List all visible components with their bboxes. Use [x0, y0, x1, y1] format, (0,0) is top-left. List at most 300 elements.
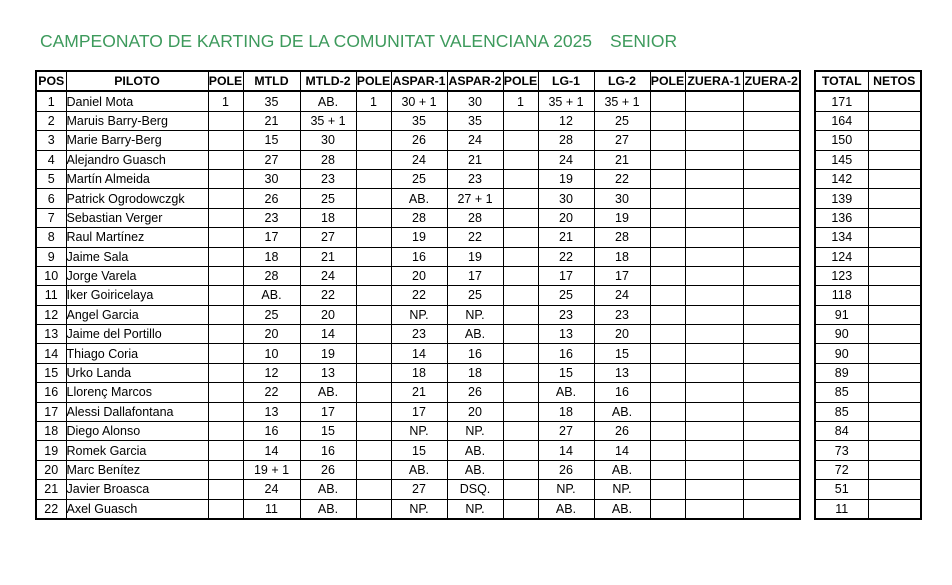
piloto-cell: Javier Broasca	[66, 480, 208, 499]
lg-2-cell: 20	[594, 325, 650, 344]
pole-cell	[208, 363, 243, 382]
championship-title: CAMPEONATO DE KARTING DE LA COMUNITAT VALENCIANA 2025	[40, 31, 593, 51]
piloto-cell: Patrick Ogrodowczgk	[66, 189, 208, 208]
mtld-2-cell: 16	[300, 441, 356, 460]
totals-row	[815, 286, 921, 305]
standings-table	[35, 70, 801, 520]
lg-2-cell: AB.	[594, 499, 650, 519]
mtld-cell: 26	[243, 189, 300, 208]
pos-cell: 17	[36, 402, 66, 421]
piloto-cell: Llorenç Marcos	[66, 383, 208, 402]
pos-cell: 19	[36, 441, 66, 460]
totals-row	[815, 480, 921, 499]
zuera-2-cell	[743, 189, 800, 208]
pole-cell	[503, 441, 538, 460]
piloto-cell: Raul Martínez	[66, 228, 208, 247]
netos-cell	[868, 208, 921, 227]
lg-1-cell: 20	[538, 208, 594, 227]
netos-cell	[868, 189, 921, 208]
pole-cell	[650, 422, 685, 441]
pole-cell	[356, 111, 391, 130]
lg-1-cell: NP.	[538, 480, 594, 499]
pole-cell	[503, 499, 538, 519]
zuera-1-cell	[685, 91, 743, 111]
pole-cell	[356, 228, 391, 247]
table-row	[36, 150, 800, 169]
netos-cell	[868, 111, 921, 130]
zuera-2-cell	[743, 91, 800, 111]
lg-2-cell: AB.	[594, 402, 650, 421]
mtld-cell: 14	[243, 441, 300, 460]
mtld-2-cell: 19	[300, 344, 356, 363]
pole-cell	[503, 131, 538, 150]
pole-cell	[356, 266, 391, 285]
aspar-1-cell: NP.	[391, 499, 447, 519]
pos-cell: 11	[36, 286, 66, 305]
total-cell: 136	[815, 208, 868, 227]
mtld-cell: 28	[243, 266, 300, 285]
aspar-2-cell: 16	[447, 344, 503, 363]
aspar-2-cell: NP.	[447, 422, 503, 441]
pos-cell: 18	[36, 422, 66, 441]
table-row	[36, 402, 800, 421]
pole-cell	[356, 480, 391, 499]
netos-cell	[868, 441, 921, 460]
pos-cell: 9	[36, 247, 66, 266]
pole-cell	[503, 189, 538, 208]
lg-1-cell: 15	[538, 363, 594, 382]
pole-cell	[356, 131, 391, 150]
pos-cell: 7	[36, 208, 66, 227]
aspar-2-cell: AB.	[447, 441, 503, 460]
pole-cell	[503, 344, 538, 363]
pole-cell	[650, 441, 685, 460]
zuera-1-cell	[685, 228, 743, 247]
aspar-2-cell: 30	[447, 91, 503, 111]
aspar-2-cell: 22	[447, 228, 503, 247]
pole-cell	[503, 228, 538, 247]
pos-cell: 21	[36, 480, 66, 499]
total-cell: 72	[815, 460, 868, 479]
netos-cell	[868, 363, 921, 382]
totals-row	[815, 169, 921, 188]
total-cell: 142	[815, 169, 868, 188]
pos-cell: 14	[36, 344, 66, 363]
table-row	[36, 131, 800, 150]
netos-cell	[868, 305, 921, 324]
pole-cell	[208, 266, 243, 285]
total-cell: 85	[815, 383, 868, 402]
mtld-2-cell: AB.	[300, 383, 356, 402]
pole-cell	[650, 363, 685, 382]
pos-cell: 3	[36, 131, 66, 150]
mtld-cell: 30	[243, 169, 300, 188]
mtld-cell: 15	[243, 131, 300, 150]
aspar-1-cell: 30 + 1	[391, 91, 447, 111]
netos-cell	[868, 247, 921, 266]
aspar-1-cell: 27	[391, 480, 447, 499]
aspar-2-cell: 20	[447, 402, 503, 421]
pole-cell	[503, 150, 538, 169]
lg-2-cell: 28	[594, 228, 650, 247]
zuera-1-cell	[685, 305, 743, 324]
total-cell: 123	[815, 266, 868, 285]
netos-cell	[868, 91, 921, 111]
zuera-1-cell	[685, 189, 743, 208]
aspar-2-cell: 26	[447, 383, 503, 402]
pole-cell	[503, 383, 538, 402]
aspar-2-cell: 24	[447, 131, 503, 150]
totals-header-row	[815, 71, 921, 91]
page-title	[40, 31, 677, 52]
netos-cell	[868, 286, 921, 305]
zuera-1-cell	[685, 266, 743, 285]
pos-cell: 10	[36, 266, 66, 285]
table-row	[36, 189, 800, 208]
aspar-2-cell: 25	[447, 286, 503, 305]
zuera-2-cell	[743, 325, 800, 344]
totals-row	[815, 363, 921, 382]
mtld-cell: 24	[243, 480, 300, 499]
pole-cell	[650, 228, 685, 247]
aspar-2-cell: 21	[447, 150, 503, 169]
piloto-cell: Thiago Coria	[66, 344, 208, 363]
pole-cell	[356, 383, 391, 402]
mtld-cell: 35	[243, 91, 300, 111]
table-row	[36, 325, 800, 344]
lg-2-cell: 19	[594, 208, 650, 227]
header-mtld-2: MTLD-2	[300, 71, 356, 91]
pole-cell	[356, 208, 391, 227]
lg-2-cell: 21	[594, 150, 650, 169]
netos-cell	[868, 266, 921, 285]
mtld-2-cell: 25	[300, 189, 356, 208]
pole-cell: 1	[208, 91, 243, 111]
zuera-2-cell	[743, 247, 800, 266]
mtld-2-cell: AB.	[300, 91, 356, 111]
aspar-1-cell: 17	[391, 402, 447, 421]
table-row	[36, 344, 800, 363]
zuera-1-cell	[685, 460, 743, 479]
pos-cell: 12	[36, 305, 66, 324]
lg-2-cell: 18	[594, 247, 650, 266]
pole-cell	[208, 402, 243, 421]
pole-cell	[356, 247, 391, 266]
zuera-2-cell	[743, 344, 800, 363]
mtld-cell: 21	[243, 111, 300, 130]
lg-2-cell: 15	[594, 344, 650, 363]
totals-row	[815, 499, 921, 519]
total-cell: 11	[815, 499, 868, 519]
piloto-cell: Urko Landa	[66, 363, 208, 382]
aspar-1-cell: 15	[391, 441, 447, 460]
aspar-1-cell: 26	[391, 131, 447, 150]
piloto-cell: Romek Garcia	[66, 441, 208, 460]
netos-cell	[868, 460, 921, 479]
pole-cell	[208, 460, 243, 479]
aspar-2-cell: DSQ.	[447, 480, 503, 499]
pole-cell	[356, 460, 391, 479]
mtld-2-cell: 14	[300, 325, 356, 344]
pole-cell	[356, 286, 391, 305]
pole-cell	[356, 305, 391, 324]
pole-cell	[650, 150, 685, 169]
pole-cell	[503, 266, 538, 285]
header-lg-2: LG-2	[594, 71, 650, 91]
aspar-1-cell: NP.	[391, 422, 447, 441]
zuera-1-cell	[685, 422, 743, 441]
mtld-2-cell: 35 + 1	[300, 111, 356, 130]
zuera-2-cell	[743, 383, 800, 402]
piloto-cell: Maruis Barry-Berg	[66, 111, 208, 130]
pole-cell	[356, 169, 391, 188]
lg-1-cell: 28	[538, 131, 594, 150]
zuera-2-cell	[743, 402, 800, 421]
lg-2-cell: 30	[594, 189, 650, 208]
total-cell: 89	[815, 363, 868, 382]
totals-row	[815, 189, 921, 208]
pole-cell	[503, 363, 538, 382]
piloto-cell: Jaime del Portillo	[66, 325, 208, 344]
header-pos: POS	[36, 71, 66, 91]
aspar-2-cell: 23	[447, 169, 503, 188]
pos-cell: 1	[36, 91, 66, 111]
lg-1-cell: 26	[538, 460, 594, 479]
netos-cell	[868, 325, 921, 344]
header-pole-1: POLE	[208, 71, 243, 91]
lg-2-cell: AB.	[594, 460, 650, 479]
mtld-2-cell: 27	[300, 228, 356, 247]
pos-cell: 4	[36, 150, 66, 169]
lg-2-cell: NP.	[594, 480, 650, 499]
lg-1-cell: AB.	[538, 383, 594, 402]
piloto-cell: Axel Guasch	[66, 499, 208, 519]
totals-row	[815, 228, 921, 247]
pole-cell	[208, 208, 243, 227]
pole-cell	[650, 305, 685, 324]
header-mtld: MTLD	[243, 71, 300, 91]
mtld-2-cell: AB.	[300, 499, 356, 519]
netos-cell	[868, 383, 921, 402]
zuera-2-cell	[743, 363, 800, 382]
pole-cell	[356, 402, 391, 421]
pole-cell	[356, 441, 391, 460]
lg-1-cell: 18	[538, 402, 594, 421]
pole-cell	[503, 169, 538, 188]
category-label: SENIOR	[610, 31, 678, 51]
totals-row	[815, 247, 921, 266]
zuera-2-cell	[743, 150, 800, 169]
netos-cell	[868, 169, 921, 188]
header-zuera-2: ZUERA-2	[743, 71, 800, 91]
zuera-2-cell	[743, 460, 800, 479]
pole-cell	[650, 169, 685, 188]
aspar-2-cell: 28	[447, 208, 503, 227]
mtld-cell: 25	[243, 305, 300, 324]
lg-1-cell: 35 + 1	[538, 91, 594, 111]
mtld-2-cell: 13	[300, 363, 356, 382]
total-cell: 73	[815, 441, 868, 460]
pole-cell	[208, 169, 243, 188]
pole-cell	[208, 247, 243, 266]
total-cell: 164	[815, 111, 868, 130]
mtld-cell: 19 + 1	[243, 460, 300, 479]
total-cell: 171	[815, 91, 868, 111]
pole-cell	[208, 499, 243, 519]
mtld-cell: 12	[243, 363, 300, 382]
mtld-cell: AB.	[243, 286, 300, 305]
zuera-1-cell	[685, 325, 743, 344]
mtld-2-cell: 24	[300, 266, 356, 285]
totals-row	[815, 150, 921, 169]
aspar-1-cell: 24	[391, 150, 447, 169]
total-cell: 85	[815, 402, 868, 421]
piloto-cell: Iker Goiricelaya	[66, 286, 208, 305]
aspar-1-cell: 16	[391, 247, 447, 266]
mtld-cell: 20	[243, 325, 300, 344]
pole-cell	[503, 286, 538, 305]
table-row	[36, 499, 800, 519]
totals-row	[815, 208, 921, 227]
pos-cell: 5	[36, 169, 66, 188]
totals-row	[815, 266, 921, 285]
table-row	[36, 460, 800, 479]
table-row	[36, 111, 800, 130]
lg-1-cell: 24	[538, 150, 594, 169]
mtld-cell: 23	[243, 208, 300, 227]
totals-row	[815, 325, 921, 344]
header-zuera-1: ZUERA-1	[685, 71, 743, 91]
lg-1-cell: 21	[538, 228, 594, 247]
totals-row	[815, 111, 921, 130]
pos-cell: 20	[36, 460, 66, 479]
pos-cell: 15	[36, 363, 66, 382]
pos-cell: 22	[36, 499, 66, 519]
piloto-cell: Angel Garcia	[66, 305, 208, 324]
mtld-cell: 11	[243, 499, 300, 519]
table-row	[36, 305, 800, 324]
mtld-2-cell: 20	[300, 305, 356, 324]
aspar-2-cell: 27 + 1	[447, 189, 503, 208]
zuera-2-cell	[743, 131, 800, 150]
header-pole-2: POLE	[356, 71, 391, 91]
aspar-2-cell: 17	[447, 266, 503, 285]
pole-cell	[208, 150, 243, 169]
pole-cell	[650, 344, 685, 363]
zuera-1-cell	[685, 150, 743, 169]
total-cell: 139	[815, 189, 868, 208]
aspar-2-cell: 35	[447, 111, 503, 130]
mtld-2-cell: 30	[300, 131, 356, 150]
standings-header-row	[36, 71, 800, 91]
totals-row	[815, 131, 921, 150]
netos-cell	[868, 131, 921, 150]
pos-cell: 8	[36, 228, 66, 247]
zuera-2-cell	[743, 228, 800, 247]
zuera-2-cell	[743, 480, 800, 499]
table-row	[36, 422, 800, 441]
pole-cell	[503, 325, 538, 344]
total-cell: 51	[815, 480, 868, 499]
pos-cell: 13	[36, 325, 66, 344]
piloto-cell: Sebastian Verger	[66, 208, 208, 227]
lg-1-cell: 13	[538, 325, 594, 344]
zuera-1-cell	[685, 208, 743, 227]
lg-2-cell: 27	[594, 131, 650, 150]
pole-cell	[356, 499, 391, 519]
totals-row	[815, 91, 921, 111]
lg-1-cell: 14	[538, 441, 594, 460]
piloto-cell: Alejandro Guasch	[66, 150, 208, 169]
table-row	[36, 91, 800, 111]
pole-cell	[650, 266, 685, 285]
zuera-1-cell	[685, 344, 743, 363]
table-row	[36, 441, 800, 460]
mtld-2-cell: AB.	[300, 480, 356, 499]
lg-1-cell: 30	[538, 189, 594, 208]
mtld-2-cell: 18	[300, 208, 356, 227]
header-total: TOTAL	[815, 71, 868, 91]
total-cell: 145	[815, 150, 868, 169]
lg-2-cell: 16	[594, 383, 650, 402]
lg-1-cell: 25	[538, 286, 594, 305]
mtld-cell: 13	[243, 402, 300, 421]
mtld-2-cell: 15	[300, 422, 356, 441]
pole-cell	[503, 422, 538, 441]
netos-cell	[868, 422, 921, 441]
table-row	[36, 169, 800, 188]
aspar-2-cell: AB.	[447, 325, 503, 344]
lg-1-cell: 23	[538, 305, 594, 324]
totals-row	[815, 344, 921, 363]
pole-cell	[208, 480, 243, 499]
lg-1-cell: 22	[538, 247, 594, 266]
aspar-1-cell: 14	[391, 344, 447, 363]
pole-cell	[503, 247, 538, 266]
pole-cell	[208, 422, 243, 441]
piloto-cell: Alessi Dallafontana	[66, 402, 208, 421]
zuera-1-cell	[685, 441, 743, 460]
table-row	[36, 208, 800, 227]
pole-cell	[650, 480, 685, 499]
netos-cell	[868, 480, 921, 499]
zuera-2-cell	[743, 266, 800, 285]
mtld-cell: 22	[243, 383, 300, 402]
pole-cell	[650, 460, 685, 479]
zuera-2-cell	[743, 305, 800, 324]
zuera-1-cell	[685, 480, 743, 499]
header-piloto: PILOTO	[66, 71, 208, 91]
pole-cell	[356, 344, 391, 363]
table-row	[36, 266, 800, 285]
pole-cell	[650, 383, 685, 402]
lg-2-cell: 26	[594, 422, 650, 441]
piloto-cell: Marc Benítez	[66, 460, 208, 479]
pole-cell: 1	[503, 91, 538, 111]
table-row	[36, 480, 800, 499]
aspar-1-cell: 18	[391, 363, 447, 382]
total-cell: 124	[815, 247, 868, 266]
lg-1-cell: 12	[538, 111, 594, 130]
pole-cell	[650, 286, 685, 305]
piloto-cell: Daniel Mota	[66, 91, 208, 111]
mtld-cell: 10	[243, 344, 300, 363]
lg-2-cell: 24	[594, 286, 650, 305]
total-cell: 90	[815, 344, 868, 363]
aspar-1-cell: 22	[391, 286, 447, 305]
totals-table	[814, 70, 922, 520]
totals-row	[815, 441, 921, 460]
